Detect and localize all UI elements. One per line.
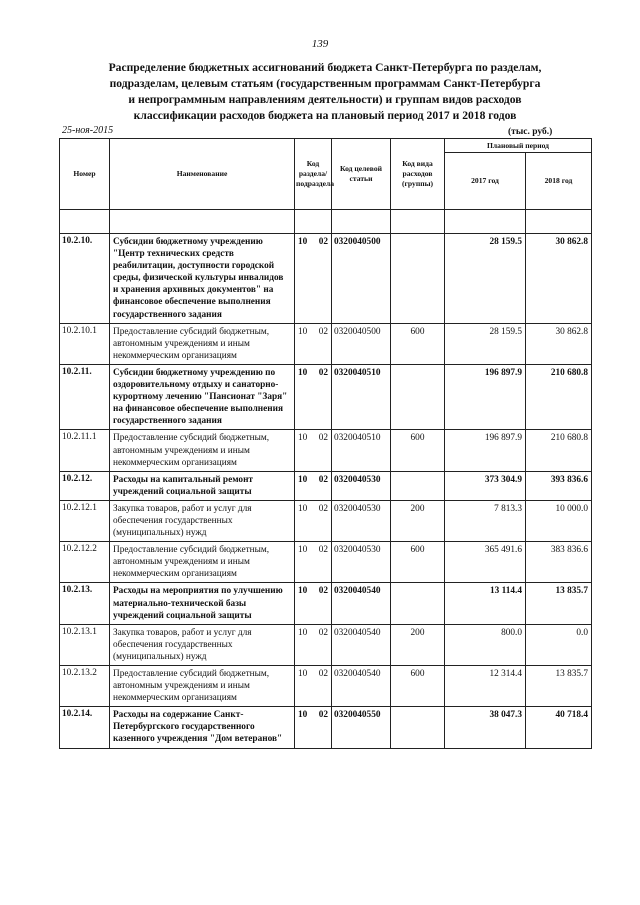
razdel-code: 10 <box>298 474 308 485</box>
row-vid-rashodov <box>391 583 445 624</box>
row-amount-2018: 210 680.8 <box>526 430 592 471</box>
razdel-code: 10 <box>298 367 308 378</box>
row-vid-rashodov: 200 <box>391 500 445 541</box>
razdel-code: 10 <box>298 627 308 638</box>
document-title <box>50 60 600 124</box>
header-kod-razdela: Код раздела/ подраздела <box>295 139 332 210</box>
row-razdel <box>295 542 332 583</box>
row-celevaya-statya: 0320040540 <box>332 666 391 707</box>
header-naimenovanie: Наименование <box>110 139 295 210</box>
podrazdel-code: 02 <box>318 474 328 485</box>
table-row <box>60 542 592 583</box>
row-celevaya-statya: 0320040500 <box>332 323 391 364</box>
row-amount-2018: 393 836.6 <box>526 471 592 500</box>
row-razdel <box>295 471 332 500</box>
row-razdel <box>295 430 332 471</box>
row-vid-rashodov: 600 <box>391 323 445 364</box>
podrazdel-code: 02 <box>318 237 328 247</box>
row-number: 10.2.12.2 <box>60 542 110 583</box>
title-line: и непрограммным направлениям деятельности) и группам видов расходов <box>128 93 522 106</box>
row-name: Закупка товаров, работ и услуг для обеспечения государственных (муниципальных) нужд <box>110 500 295 541</box>
row-celevaya-statya: 0320040510 <box>332 364 391 429</box>
row-razdel <box>295 364 332 429</box>
table-row <box>60 666 592 707</box>
row-amount-2018: 10 000.0 <box>526 500 592 541</box>
row-celevaya-statya: 0320040530 <box>332 542 391 583</box>
header-planovy-period: Плановый период <box>445 139 592 153</box>
row-number: 10.2.11. <box>60 364 110 429</box>
row-amount-2017: 800.0 <box>445 624 526 665</box>
row-razdel <box>295 624 332 665</box>
row-amount-2018: 13 835.7 <box>526 666 592 707</box>
row-name: Предоставление субсидий бюджетным, автономным учреждениям и иным некоммерческим организациям <box>110 430 295 471</box>
row-razdel <box>295 500 332 541</box>
row-amount-2017: 12 314.4 <box>445 666 526 707</box>
header-2018: 2018 год <box>526 153 592 210</box>
razdel-code: 10 <box>298 433 308 444</box>
podrazdel-code: 02 <box>318 627 328 638</box>
row-razdel <box>295 323 332 364</box>
row-celevaya-statya: 0320040540 <box>332 583 391 624</box>
row-number: 10.2.13. <box>60 583 110 624</box>
title-line: подразделам, целевым статьям (государственным программам Санкт-Петербурга <box>109 77 541 90</box>
row-razdel <box>295 234 332 324</box>
row-name: Предоставление субсидий бюджетным, автономным учреждениям и иным некоммерческим организациям <box>110 542 295 583</box>
row-amount-2017: 28 159.5 <box>445 234 526 324</box>
row-number: 10.2.12. <box>60 471 110 500</box>
table-row <box>60 364 592 429</box>
podrazdel-code: 02 <box>318 710 328 721</box>
row-vid-rashodov <box>391 707 445 748</box>
table-row <box>60 500 592 541</box>
row-razdel <box>295 707 332 748</box>
row-number: 10.2.11.1 <box>60 430 110 471</box>
row-vid-rashodov: 600 <box>391 430 445 471</box>
row-number: 10.2.13.2 <box>60 666 110 707</box>
row-vid-rashodov <box>391 234 445 324</box>
podrazdel-code: 02 <box>318 326 328 337</box>
razdel-code: 10 <box>298 586 308 597</box>
table-row <box>60 430 592 471</box>
row-amount-2017: 365 491.6 <box>445 542 526 583</box>
row-celevaya-statya: 0320040530 <box>332 471 391 500</box>
razdel-code: 10 <box>298 669 308 679</box>
row-name: Субсидии бюджетному учреждению по оздоровительному отдыху и санаторно-курортному лечению "Пансионат "Заря" на финансовое обеспечение выполнения государственного задания <box>110 364 295 429</box>
row-name: Закупка товаров, работ и услуг для обеспечения государственных (муниципальных) нужд <box>110 624 295 665</box>
row-celevaya-statya: 0320040510 <box>332 430 391 471</box>
row-celevaya-statya: 0320040500 <box>332 234 391 324</box>
row-vid-rashodov: 200 <box>391 624 445 665</box>
table-row <box>60 624 592 665</box>
header-nomer: Номер <box>60 139 110 210</box>
row-celevaya-statya: 0320040530 <box>332 500 391 541</box>
row-name: Расходы на мероприятия по улучшению материально-технической базы учреждений социальной защиты <box>110 583 295 624</box>
row-name: Расходы на содержание Санкт-Петербургского государственного казенного учреждения "Дом ветеранов" <box>110 707 295 748</box>
podrazdel-code: 02 <box>318 545 328 556</box>
table-row <box>60 471 592 500</box>
row-razdel <box>295 666 332 707</box>
row-number: 10.2.14. <box>60 707 110 748</box>
row-amount-2018: 383 836.6 <box>526 542 592 583</box>
row-razdel <box>295 583 332 624</box>
razdel-code: 10 <box>298 326 308 337</box>
podrazdel-code: 02 <box>318 367 328 378</box>
document-date: 25-ноя-2015 <box>62 125 114 136</box>
row-number: 10.2.12.1 <box>60 500 110 541</box>
row-vid-rashodov <box>391 364 445 429</box>
razdel-code: 10 <box>298 545 308 556</box>
podrazdel-code: 02 <box>318 503 328 514</box>
razdel-code: 10 <box>298 503 308 514</box>
row-celevaya-statya: 0320040540 <box>332 624 391 665</box>
row-amount-2017: 196 897.9 <box>445 430 526 471</box>
row-amount-2017: 28 159.5 <box>445 323 526 364</box>
empty-row <box>60 210 592 234</box>
row-amount-2017: 7 813.3 <box>445 500 526 541</box>
row-amount-2018: 0.0 <box>526 624 592 665</box>
razdel-code: 10 <box>298 710 308 721</box>
row-amount-2017: 196 897.9 <box>445 364 526 429</box>
podrazdel-code: 02 <box>318 586 328 597</box>
row-name: Субсидии бюджетному учреждению "Центр технических средств реабилитации, доступности городской среды, физической культуры инвалидов и хранения архивных документов" на финансовое обеспечение выполнения государственного задания <box>110 234 295 324</box>
razdel-code: 10 <box>298 237 308 247</box>
row-vid-rashodov: 600 <box>391 542 445 583</box>
budget-table <box>59 138 592 749</box>
row-name: Предоставление субсидий бюджетным, автономным учреждениям и иным некоммерческим организациям <box>110 323 295 364</box>
podrazdel-code: 02 <box>318 433 328 444</box>
row-amount-2018: 210 680.8 <box>526 364 592 429</box>
header-kod-celevoy: Код целевой статьи <box>332 139 391 210</box>
title-line: Распределение бюджетных ассигнований бюджета Санкт-Петербурга по разделам, <box>108 61 542 74</box>
row-number: 10.2.10. <box>60 234 110 324</box>
row-number: 10.2.13.1 <box>60 624 110 665</box>
table-row <box>60 583 592 624</box>
title-line: классификации расходов бюджета на плановый период 2017 и 2018 годов <box>133 109 517 122</box>
page-number: 139 <box>311 38 329 50</box>
row-amount-2017: 38 047.3 <box>445 707 526 748</box>
row-celevaya-statya: 0320040550 <box>332 707 391 748</box>
row-amount-2017: 373 304.9 <box>445 471 526 500</box>
header-2017: 2017 год <box>445 153 526 210</box>
row-vid-rashodov <box>391 471 445 500</box>
row-amount-2018: 30 862.8 <box>526 234 592 324</box>
row-number: 10.2.10.1 <box>60 323 110 364</box>
table-row <box>60 707 592 748</box>
podrazdel-code: 02 <box>318 669 328 679</box>
row-name: Предоставление субсидий бюджетным, автономным учреждениям и иным некоммерческим организациям <box>110 666 295 707</box>
row-vid-rashodov: 600 <box>391 666 445 707</box>
table-row <box>60 323 592 364</box>
header-kod-vida: Код вида расходов (группы) <box>391 139 445 210</box>
row-amount-2018: 40 718.4 <box>526 707 592 748</box>
row-amount-2017: 13 114.4 <box>445 583 526 624</box>
row-amount-2018: 13 835.7 <box>526 583 592 624</box>
units-label: (тыс. руб.) <box>508 127 553 137</box>
row-amount-2018: 30 862.8 <box>526 323 592 364</box>
table-row <box>60 234 592 324</box>
row-name: Расходы на капитальный ремонт учреждений социальной защиты <box>110 471 295 500</box>
